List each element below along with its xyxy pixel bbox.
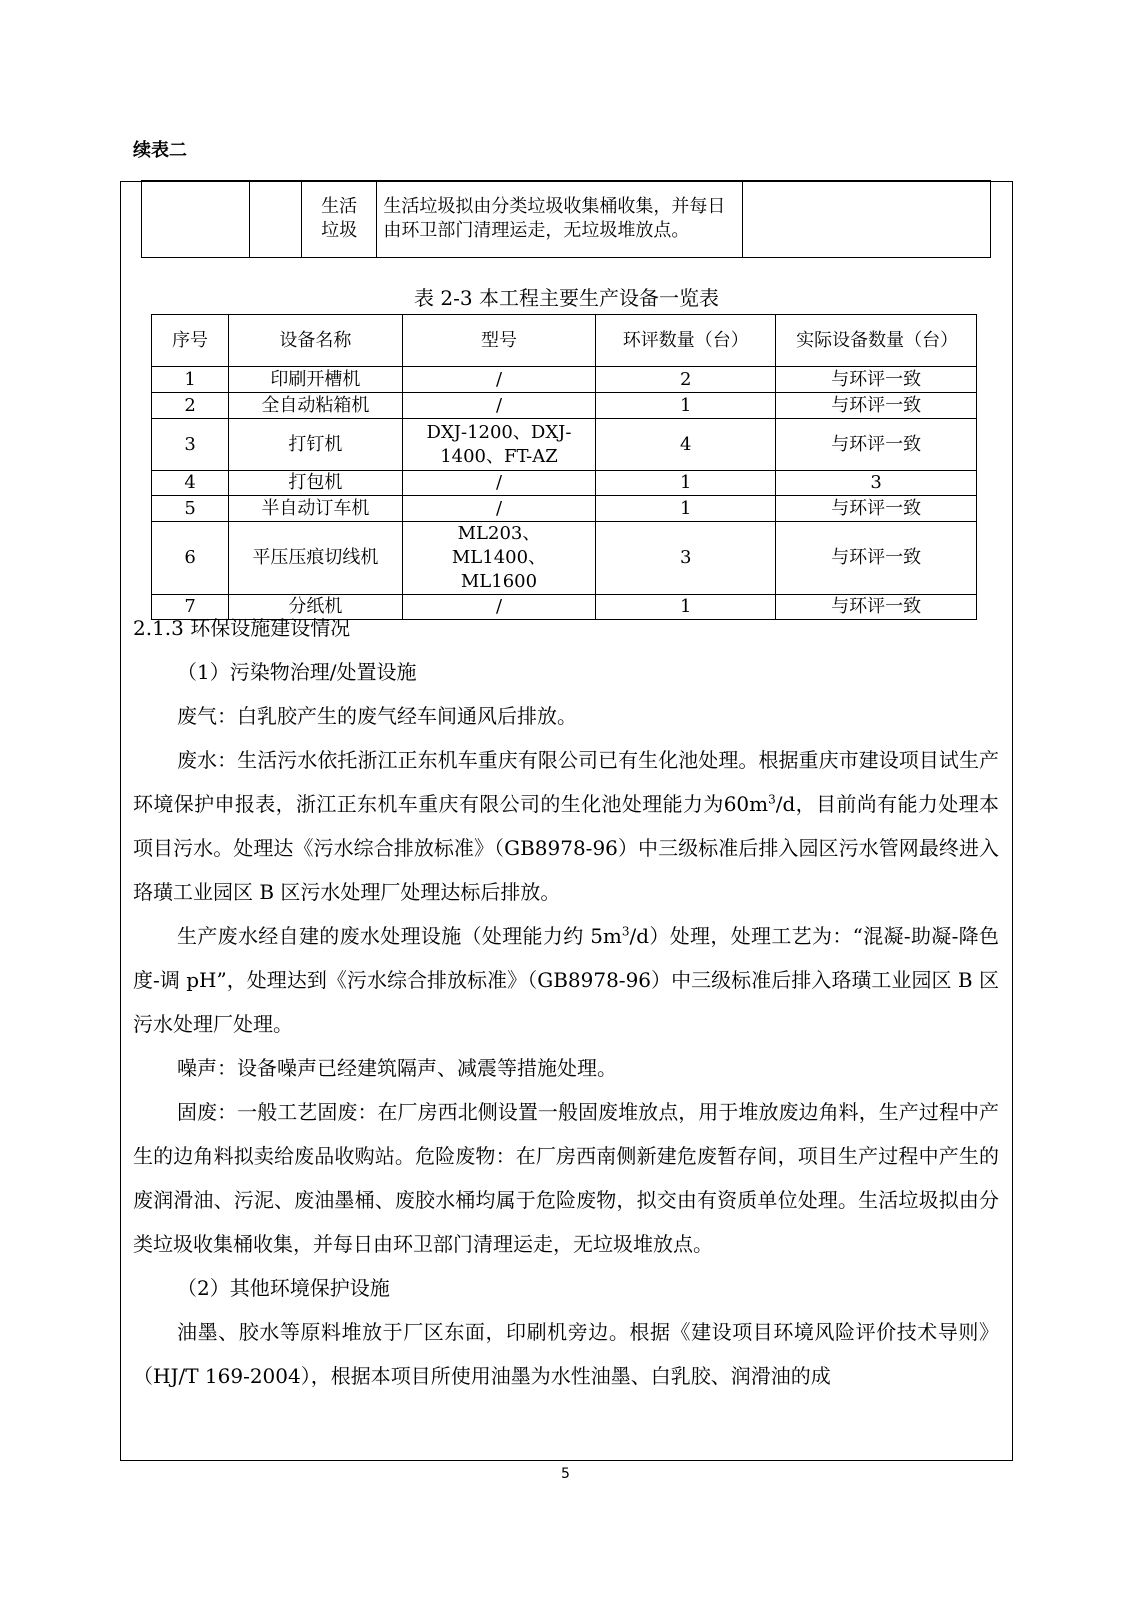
paragraph-waste-gas: 废气：白乳胶产生的废气经车间通风后排放。	[177, 704, 577, 728]
text-run: /d，目前尚有能力处理本项目污水。处理达《污水综合排放标准》（GB8978-96）中三级标准后排入园区污水管网最终进入珞璜工业园区 B 区污水处理厂处理达标后排放。	[133, 792, 999, 904]
table-cell: DXJ-1200、DXJ-1400、FT-AZ	[402, 419, 596, 471]
table-cell: /	[402, 393, 596, 419]
table-cell: /	[402, 471, 596, 496]
text-run: /d）处理，处理工艺为：“混凝-助凝-降色度-调 pH”，处理达到《污水综合排放标准》（GB8978-96）中三级标准后排入珞璜工业园区 B 区污水处理厂处理。	[133, 924, 1000, 1036]
text-run: 生产废水经自建的废水处理设施（处理能力约 5m	[177, 924, 622, 948]
table-row	[152, 471, 977, 496]
table-row	[152, 496, 977, 522]
paragraph-wastewater	[133, 738, 999, 914]
table-cell: /	[402, 595, 596, 620]
content-frame	[120, 181, 1013, 1461]
table-cell: 与环评一致	[776, 419, 977, 471]
previous-table-fragment	[141, 180, 991, 258]
table-cell: 半自动订车机	[229, 496, 403, 522]
table-cell: 平压压痕切线机	[229, 522, 403, 595]
table-cell: 3	[596, 522, 776, 595]
table-caption: 表 2-3 本工程主要生产设备一览表	[414, 286, 719, 310]
column-header: 型号	[402, 315, 596, 367]
table-cell: 1	[152, 367, 229, 393]
table-cell-empty	[142, 181, 250, 258]
table-row	[152, 393, 977, 419]
continued-table-title: 续表二	[133, 140, 187, 161]
table-cell: 与环评一致	[776, 393, 977, 419]
table-cell: 1	[596, 393, 776, 419]
table-cell: 5	[152, 496, 229, 522]
subsection-heading: （2）其他环境保护设施	[177, 1276, 390, 1300]
table-cell: 2	[596, 367, 776, 393]
table-cell-empty	[249, 181, 301, 258]
table-cell: ML203、ML1400、ML1600	[402, 522, 596, 595]
section-heading: 2.1.3 环保设施建设情况	[133, 616, 351, 640]
table-cell: 1	[596, 496, 776, 522]
table-cell: 4	[152, 471, 229, 496]
table-cell: 与环评一致	[776, 595, 977, 620]
superscript: 3	[768, 792, 776, 807]
table-cell: 分纸机	[229, 595, 403, 620]
table-cell-empty	[742, 181, 990, 258]
equipment-table	[151, 314, 977, 620]
table-cell: 打包机	[229, 471, 403, 496]
table-cell: 全自动粘箱机	[229, 393, 403, 419]
column-header: 环评数量（台）	[596, 315, 776, 367]
table-cell: 1	[596, 471, 776, 496]
table-header-row	[152, 315, 977, 367]
table-row	[152, 419, 977, 471]
table-cell: /	[402, 496, 596, 522]
column-header: 设备名称	[229, 315, 403, 367]
table-row	[152, 522, 977, 595]
page-number: 5	[561, 1466, 570, 1482]
table-cell: 3	[776, 471, 977, 496]
paragraph-production-wastewater	[133, 914, 999, 1046]
table-row	[142, 181, 991, 258]
column-header: 序号	[152, 315, 229, 367]
table-row	[152, 367, 977, 393]
table-cell: 印刷开槽机	[229, 367, 403, 393]
table-cell: 7	[152, 595, 229, 620]
table-cell: 与环评一致	[776, 496, 977, 522]
paragraph-other-facilities: 油墨、胶水等原料堆放于厂区东面，印刷机旁边。根据《建设项目环境风险评价技术导则》（HJ/T 169-2004），根据本项目所使用油墨为水性油墨、白乳胶、润滑油的成	[133, 1320, 999, 1388]
paragraph-solid-waste: 固废：一般工艺固废：在厂房西北侧设置一般固废堆放点，用于堆放废边角料，生产过程中产生的边角料拟卖给废品收购站。危险废物：在厂房西南侧新建危废暂存间，项目生产过程中产生的废润滑油、污泥、废油墨桶、废胶水桶均属于危险废物，拟交由有资质单位处理。生活垃圾拟由分类垃圾收集桶收集，并每日由环卫部门清理运走，无垃圾堆放点。	[133, 1100, 999, 1256]
table-cell: 4	[596, 419, 776, 471]
column-header: 实际设备数量（台）	[776, 315, 977, 367]
category-cell: 生活 垃圾	[301, 181, 377, 258]
table-cell: 6	[152, 522, 229, 595]
superscript: 3	[621, 924, 630, 939]
table-cell: 3	[152, 419, 229, 471]
table-cell: 打钉机	[229, 419, 403, 471]
text-run: 废水：生活污水依托浙江正东机车重庆有限公司已有生化池处理。根据重庆市建设项目试生产环境保护申报表，浙江正东机车重庆有限公司的生化池处理能力为60m	[133, 748, 999, 816]
table-cell: /	[402, 367, 596, 393]
table-cell: 1	[596, 595, 776, 620]
description-cell: 生活垃圾拟由分类垃圾收集桶收集，并每日由环卫部门清理运走，无垃圾堆放点。	[377, 181, 742, 258]
section-body	[133, 606, 999, 1398]
table-cell: 2	[152, 393, 229, 419]
subsection-heading: （1）污染物治理/处置设施	[177, 660, 417, 684]
table-cell: 与环评一致	[776, 522, 977, 595]
paragraph-noise: 噪声：设备噪声已经建筑隔声、减震等措施处理。	[177, 1056, 617, 1080]
table-cell: 与环评一致	[776, 367, 977, 393]
